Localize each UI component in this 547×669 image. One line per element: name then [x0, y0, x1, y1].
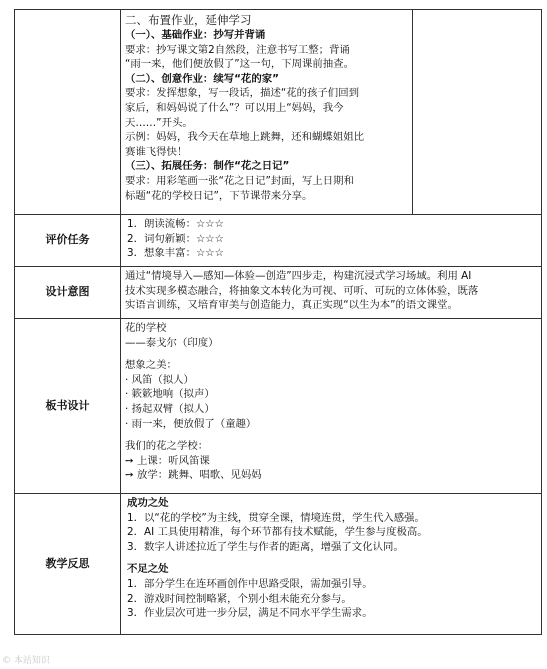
lesson-plan-table [14, 9, 542, 635]
assignment-text: 示例：妈妈，我今天在草地上跳舞，还和蝴蝶姐姐比 [125, 131, 364, 144]
reflection-cell [121, 494, 542, 635]
board-imagery-title: 想象之美： [125, 359, 177, 372]
evaluation-row [15, 215, 542, 267]
reflection-label: 教学反思 [15, 494, 121, 635]
design-text: 技术实现多模态融合，将抽象文本转化为可视、可听、可玩的立体体验，既落 [125, 284, 479, 297]
board-school-item: ➙ 放学：跳舞、唱歌、见妈妈 [125, 469, 262, 482]
design-label: 设计意图 [15, 267, 121, 319]
evaluation-item: 2．词句新颖：☆☆☆ [127, 232, 224, 245]
assignment-text: “雨一来，他们便放假了”这一句，下周课前抽查。 [125, 58, 354, 71]
evaluation-cell [121, 215, 542, 267]
evaluation-item: 1．朗读流畅：☆☆☆ [127, 218, 224, 230]
assignment-subheading: （三）、拓展任务：制作“花之日记” [125, 160, 290, 173]
assignment-label-cell [15, 10, 121, 215]
assignment-lines [125, 28, 408, 203]
board-school-item: ➙ 上课：听风笛课 [125, 454, 210, 467]
board-title: 花的学校 [125, 322, 167, 334]
board-school-title: 我们的花之学校： [125, 440, 209, 453]
assignment-subheading: （一）、基础作业：抄写并背诵 [125, 29, 266, 41]
assignment-heading: 二、布置作业，延伸学习 [125, 13, 252, 27]
design-text: 通过“情境导入—感知—体验—创造”四步走，构建沉浸式学习场域。利用 AI [125, 270, 472, 282]
assignment-cell [121, 10, 413, 215]
board-imagery-item: · 扬起双臂（拟人） [125, 402, 215, 415]
assignment-text: 要求：抄写课文第2自然段，注意书写工整；背诵 [125, 43, 350, 56]
evaluation-label: 评价任务 [15, 215, 121, 267]
design-row [15, 267, 542, 319]
board-row [15, 319, 542, 494]
assignment-text: 要求：发挥想象，写一段话，描述“花的孩子们回到 [125, 87, 359, 100]
assignment-text: 家后，和妈妈说了什么”？可以用上“妈妈，我今 [125, 101, 344, 114]
board-label: 板书设计 [15, 319, 121, 494]
reflection-shortfall-item: 2．游戏时间控制略紧，个别小组未能充分参与。 [127, 592, 352, 605]
reflection-success-item: 1．以“花的学校”为主线，贯穿全课，情境连贯，学生代入感强。 [127, 511, 425, 524]
assignment-row [15, 10, 542, 215]
reflection-shortfall-item: 3．作业层次可进一步分层，满足不同水平学生需求。 [127, 607, 373, 620]
assignment-subheading: （二）、创意作业：续写“花的家” [125, 72, 279, 85]
assignment-text: 要求：用彩笔画一张“花之日记”封面，写上日期和 [125, 174, 354, 187]
board-imagery-item: · 风笛（拟人） [125, 373, 194, 386]
assignment-text: 天……”开头。 [125, 116, 193, 129]
assignment-side-cell [413, 10, 542, 215]
watermark: © 本站知识 [2, 656, 50, 666]
assignment-text: 标题“花的学校日记”，下节课带来分享。 [125, 189, 313, 202]
reflection-success-item: 2．AI 工具使用精准，每个环节都有技术赋能，学生参与度极高。 [127, 526, 428, 539]
board-imagery-item: · 簌簌地响（拟声） [125, 388, 215, 401]
board-author: ——泰戈尔（印度） [125, 336, 219, 349]
design-cell [121, 267, 542, 319]
board-cell [121, 319, 542, 494]
evaluation-item: 3．想象丰富：☆☆☆ [127, 247, 224, 260]
reflection-shortfall-item: 1．部分学生在连环画创作中思路受限，需加强引导。 [127, 577, 373, 590]
reflection-success-item: 3．数字人讲述拉近了学生与作者的距离，增强了文化认同。 [127, 540, 404, 553]
reflection-success-title: 成功之处 [127, 497, 169, 509]
board-imagery-item: · 雨一来，便放假了（童趣） [125, 417, 257, 430]
assignment-text: 赛谁飞得快！ [125, 145, 188, 158]
reflection-row [15, 494, 542, 635]
design-text: 实语言训练，又培育审美与创造能力，真正实现“以生为本”的语文课堂。 [125, 299, 458, 312]
reflection-shortfall-title: 不足之处 [127, 563, 169, 576]
